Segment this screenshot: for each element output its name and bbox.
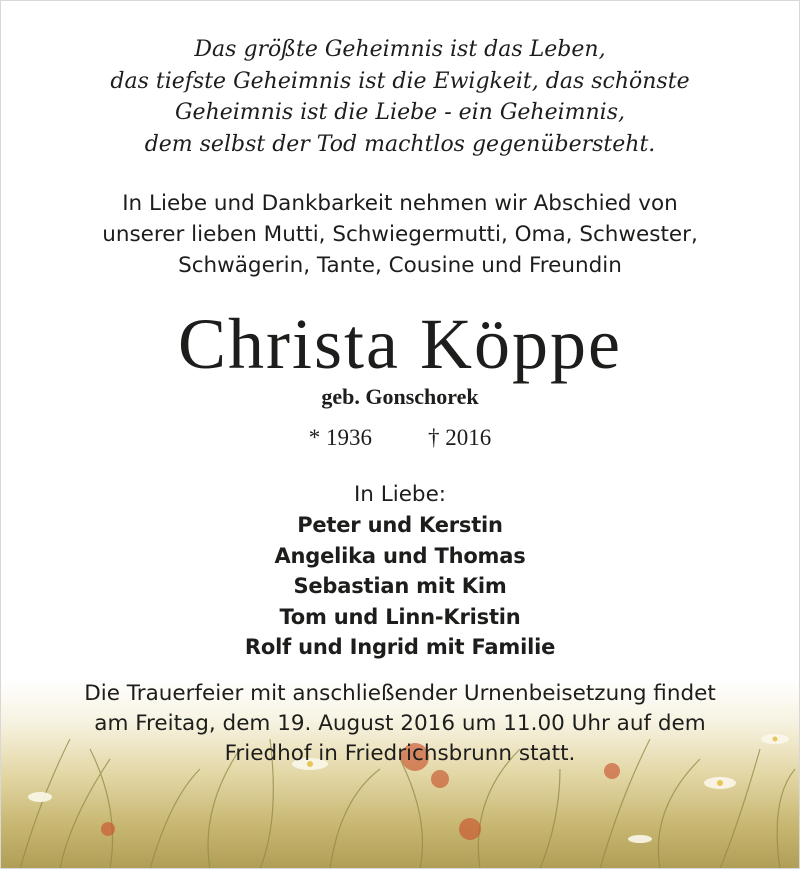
intro-line: In Liebe und Dankbarkeit nehmen wir Abschied von [122,191,678,216]
funeral-notice [0,679,800,769]
intro-line: Schwägerin, Tante, Cousine und Freundin [178,253,622,278]
mourners-list [0,510,800,663]
birth-year: * 1936 [308,425,372,450]
life-dates [0,422,800,454]
mourner-entry: Tom und Linn-Kristin [279,604,521,629]
quote-line: das tiefste Geheimnis ist die Ewigkeit, das schönste [110,68,690,94]
death-year: † 2016 [428,425,492,450]
deceased-name: Christa Köppe [178,304,622,384]
mourners-label: In Liebe: [353,482,447,507]
memorial-quote [0,34,800,160]
notice-line: am Freitag, dem 19. August 2016 um 11.00 Uhr auf dem [94,711,706,736]
mourner-entry: Sebastian mit Kim [293,574,507,598]
intro-line: unserer lieben Mutti, Schwiegermutti, Oma, Schwester, [102,222,698,247]
quote-line: dem selbst der Tod machtlos gegenübersteht. [144,131,656,157]
maiden-name: geb. Gonschorek [321,384,479,409]
quote-line: Geheimnis ist die Liebe - ein Geheimnis, [174,100,626,125]
farewell-intro [0,188,800,281]
quote-line: Das größte Geheimnis ist das Leben, [194,37,606,62]
mourner-entry: Angelika und Thomas [274,543,526,568]
notice-line: Friedhof in Friedrichsbrunn statt. [224,741,576,766]
mourner-entry: Peter und Kerstin [297,513,503,537]
mourner-entry: Rolf und Ingrid mit Familie [244,635,556,659]
notice-line: Die Trauerfeier mit anschließender Urnenbeisetzung findet [84,681,716,706]
